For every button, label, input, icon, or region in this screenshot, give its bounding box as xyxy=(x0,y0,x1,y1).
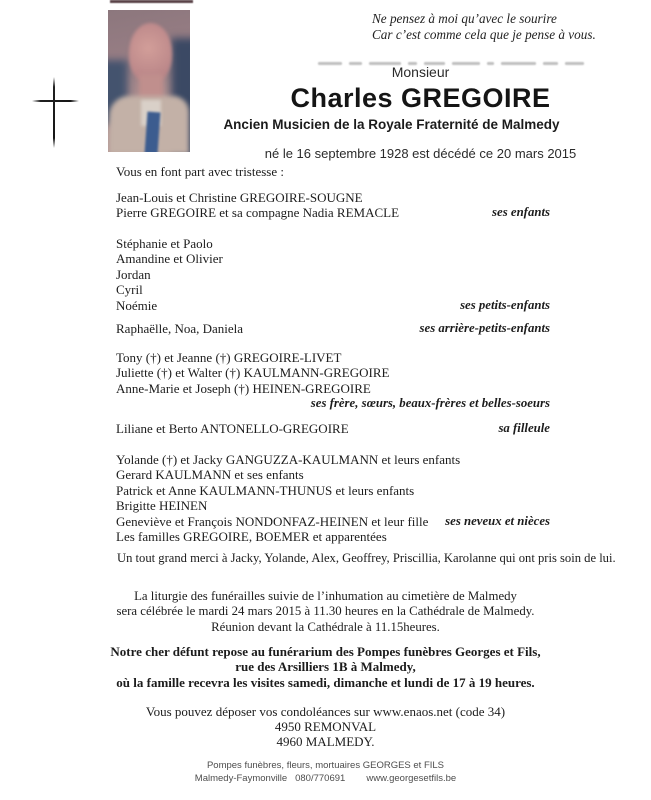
family-names: Liliane et Berto ANTONELLO-GREGOIRE xyxy=(116,421,349,436)
family-row xyxy=(116,452,550,467)
relation-label: ses neveux et nièces xyxy=(445,513,550,528)
family-row xyxy=(116,350,550,365)
deceased-dates: né le 16 septembre 1928 est décédé ce 20 mars 2015 xyxy=(264,146,577,161)
relation-label: ses enfants xyxy=(492,205,550,220)
family-row xyxy=(116,529,550,544)
repose-line: où la famille recevra les visites samedi, dimanche et lundi de 17 à 19 heures. xyxy=(116,674,535,690)
family-row xyxy=(116,251,550,266)
family-names: Gerard KAULMANN et ses enfants xyxy=(116,467,304,483)
family-names: Geneviève et François NONDONFAZ-HEINEN et leur fille xyxy=(116,513,429,529)
quote-line: Car c’est comme cela que je pense à vous. xyxy=(372,26,596,42)
family-names: Raphaëlle, Noa, Daniela xyxy=(116,321,244,336)
family-row xyxy=(116,514,550,529)
condolences-line: 4950 REMONVAL xyxy=(274,719,377,735)
relation-label: ses frère, sœurs, beaux-frères et belles-soeurs xyxy=(310,396,550,411)
family-names: Cyril xyxy=(116,282,143,298)
ceremony-line: Réunion devant la Cathédrale à 11.15heures. xyxy=(211,619,440,634)
family-row xyxy=(116,321,550,336)
family-row xyxy=(116,498,550,513)
family-row xyxy=(116,267,550,282)
family-row xyxy=(116,205,550,220)
relation-label: sa filleule xyxy=(498,421,550,435)
deceased-name: Charles GREGOIRE xyxy=(290,83,551,113)
family-names: Jordan xyxy=(116,266,151,282)
quote-line: Ne pensez à moi qu’avec le sourire xyxy=(372,11,557,26)
family-row xyxy=(116,236,550,251)
ceremony-details xyxy=(0,589,651,635)
family-names: Les familles GREGOIRE, BOEMER et apparentées xyxy=(116,529,387,545)
family-names: Yolande (†) et Jacky GANGUZZA-KAULMANN et leurs enfants xyxy=(116,452,461,467)
funeral-home-footer xyxy=(0,760,651,785)
family-names: Patrick et Anne KAULMANN-THUNUS et leurs enfants xyxy=(116,482,415,498)
funeral-home-line: Pompes funèbres, fleurs, mortuaires GEORGES et FILS xyxy=(206,760,445,771)
thanks-note: Un tout grand merci à Jacky, Yolande, Alex, Geoffrey, Priscillia, Karolanne qui ont pris soin de lui. xyxy=(117,551,616,565)
salutation: Monsieur xyxy=(391,64,450,80)
cross-icon xyxy=(32,100,79,102)
family-names: Anne-Marie et Joseph (†) HEINEN-GREGOIRE xyxy=(116,380,371,396)
family-names: Juliette (†) et Walter (†) KAULMANN-GREGOIRE xyxy=(116,365,390,381)
cross-icon xyxy=(53,77,55,148)
relation-label: ses arrière-petits-enfants xyxy=(419,321,550,335)
family-row xyxy=(116,298,550,313)
family-row xyxy=(116,190,550,205)
repose-details xyxy=(0,644,651,690)
family-row xyxy=(116,365,550,380)
family-names: Stéphanie et Paolo xyxy=(116,236,213,251)
photo-tie xyxy=(145,112,161,152)
family-group-grandchildren xyxy=(116,236,550,313)
family-names: Tony (†) et Jeanne (†) GREGOIRE-LIVET xyxy=(116,350,342,365)
family-group-nephews-nieces xyxy=(116,452,550,544)
family-group-goddaughter xyxy=(116,421,550,436)
family-row xyxy=(116,467,550,482)
scan-artifact-bar xyxy=(110,0,193,3)
condolences-details xyxy=(0,704,651,750)
repose-line: rue des Arsilliers 1B à Malmedy, xyxy=(235,659,416,675)
family-row xyxy=(116,381,550,396)
repose-line: Notre cher défunt repose au funérarium des Pompes funèbres Georges et Fils, xyxy=(110,644,541,659)
family-names: Noémie xyxy=(116,297,158,313)
ceremony-line: La liturgie des funérailles suivie de l’inhumation au cimetière de Malmedy xyxy=(134,589,517,603)
memorial-quote xyxy=(372,11,596,43)
family-names: Jean-Louis et Christine GREGOIRE-SOUGNE xyxy=(116,190,363,205)
ceremony-line: sera célébrée le mardi 24 mars 2015 à 11.30 heures en la Cathédrale de Malmedy. xyxy=(116,604,535,619)
family-group-children xyxy=(116,190,550,221)
condolences-line: 4960 MALMEDY. xyxy=(276,734,375,750)
family-row xyxy=(116,483,550,498)
funeral-home-line: Malmedy-Faymonville 080/770691 www.georgesetfils.be xyxy=(194,772,457,784)
deceased-subtitle: Ancien Musicien de la Royale Fraternité de Malmedy xyxy=(223,117,560,132)
family-names: Pierre GREGOIRE et sa compagne Nadia REMACLE xyxy=(116,205,400,221)
family-names: Amandine et Olivier xyxy=(116,251,223,267)
family-group-great-grandchildren xyxy=(116,321,550,336)
family-row xyxy=(116,282,550,297)
condolences-line: Vous pouvez déposer vos condoléances sur www.enaos.net (code 34) xyxy=(145,704,506,719)
announcement-intro: Vous en font part avec tristesse : xyxy=(116,164,284,179)
family-group-siblings xyxy=(116,350,550,412)
family-row xyxy=(116,421,550,436)
family-names: Brigitte HEINEN xyxy=(116,498,208,514)
relation-label: ses petits-enfants xyxy=(460,297,550,312)
